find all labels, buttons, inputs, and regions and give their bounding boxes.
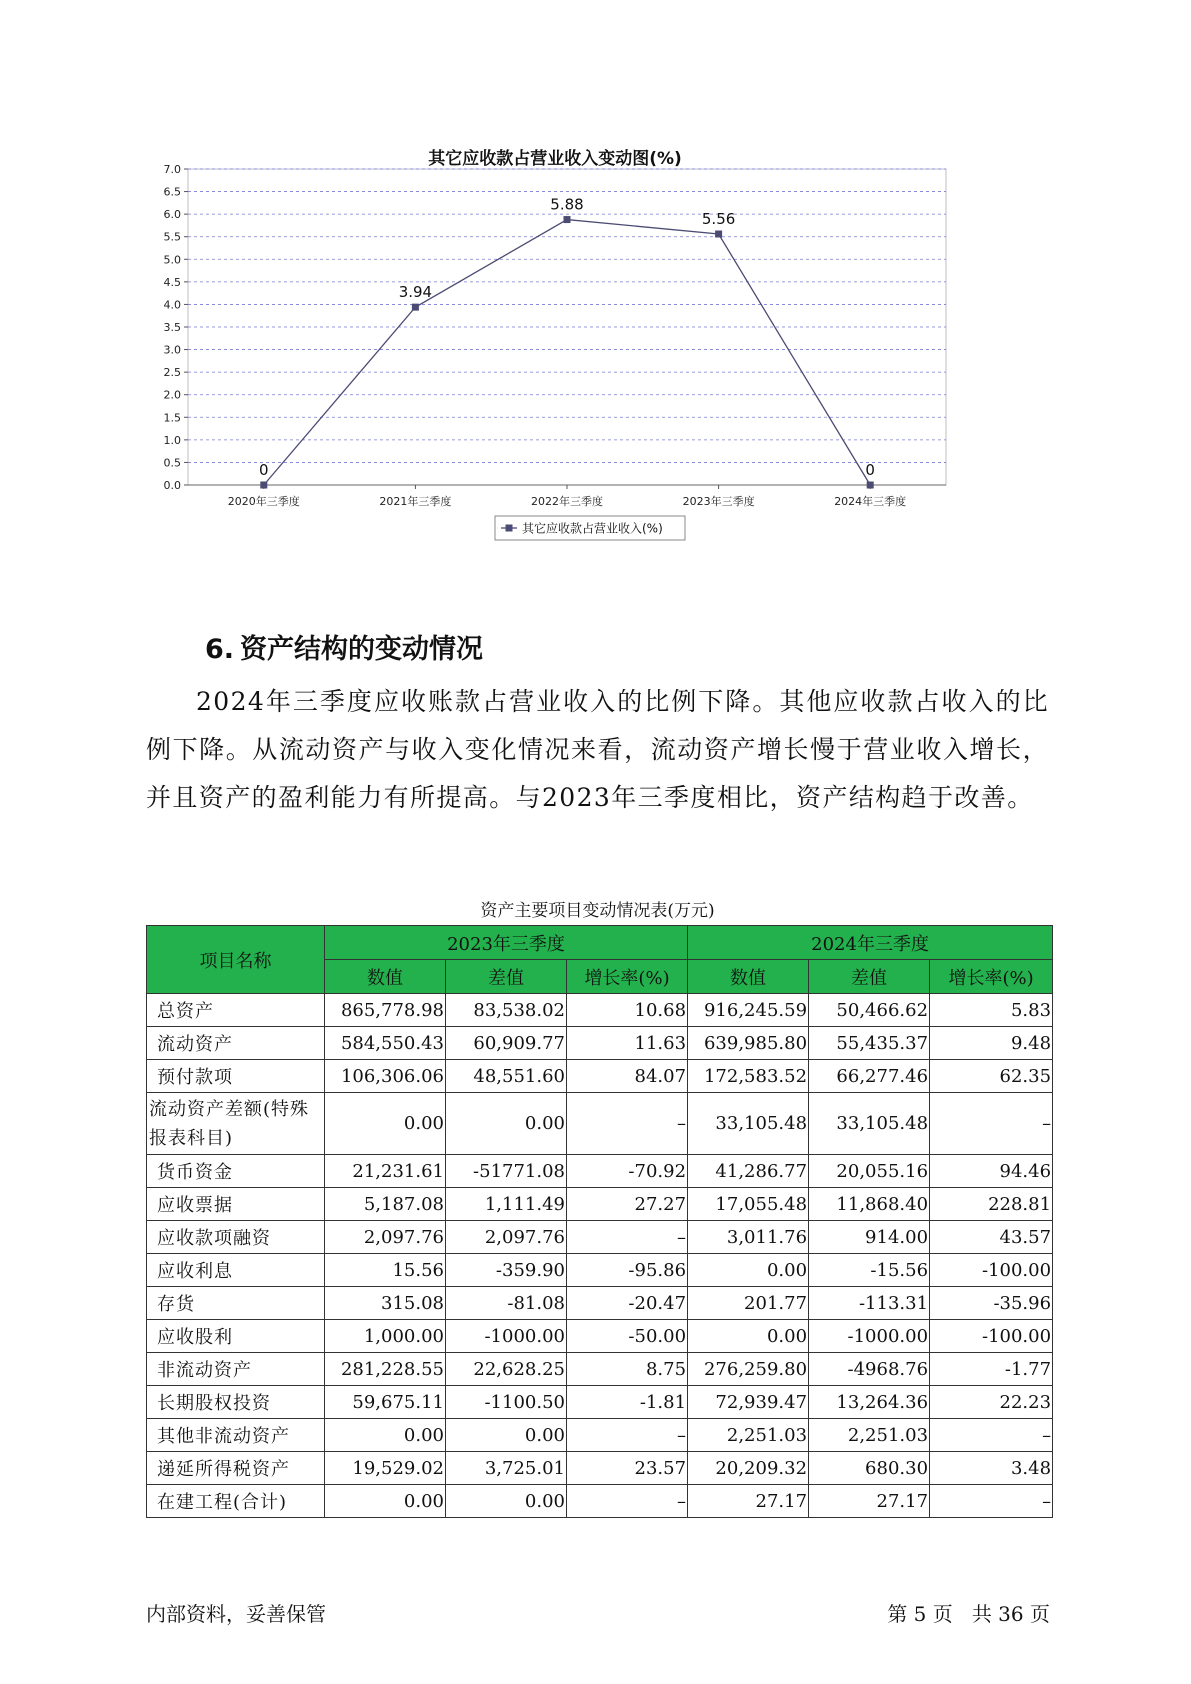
table-cell: – [930, 1419, 1053, 1452]
table-cell: -359.90 [446, 1254, 567, 1287]
col-header-item-name: 项目名称 [147, 926, 325, 994]
data-label: 0 [259, 461, 269, 479]
x-tick-label: 2023年三季度 [682, 495, 755, 508]
table-cell: 33,105.48 [688, 1093, 809, 1155]
table-cell: -95.86 [567, 1254, 688, 1287]
table-cell: 48,551.60 [446, 1060, 567, 1093]
y-tick-label: 4.5 [163, 275, 181, 289]
row-item-name: 递延所得税资产 [147, 1452, 325, 1485]
table-cell: 2,097.76 [446, 1221, 567, 1254]
table-row [147, 1027, 1053, 1060]
table-cell: 0.00 [688, 1254, 809, 1287]
data-point [867, 482, 874, 489]
table-cell: 0.00 [446, 1419, 567, 1452]
table-cell: -1000.00 [809, 1320, 930, 1353]
table-cell: 62.35 [930, 1060, 1053, 1093]
subheader-diff: 差值 [809, 960, 930, 994]
table-cell: 276,259.80 [688, 1353, 809, 1386]
table-cell: -35.96 [930, 1287, 1053, 1320]
table-cell: 3,725.01 [446, 1452, 567, 1485]
row-item-name: 应收款项融资 [147, 1221, 325, 1254]
y-tick-label: 2.5 [163, 366, 181, 380]
table-cell: 9.48 [930, 1027, 1053, 1060]
table-cell: 228.81 [930, 1188, 1053, 1221]
x-axis [188, 485, 946, 508]
subheader-value: 数值 [325, 960, 446, 994]
table-row [147, 1353, 1053, 1386]
table-cell: 0.00 [446, 1093, 567, 1155]
table-cell: 22,628.25 [446, 1353, 567, 1386]
table-cell: 2,097.76 [325, 1221, 446, 1254]
section-number: 6. [205, 634, 235, 665]
y-tick-label: 4.0 [163, 298, 181, 312]
table-cell: 865,778.98 [325, 994, 446, 1027]
table-cell: -100.00 [930, 1254, 1053, 1287]
table-cell: 23.57 [567, 1452, 688, 1485]
table-cell: 27.17 [809, 1485, 930, 1518]
table-row [147, 1060, 1053, 1093]
y-tick-label: 0.5 [163, 456, 181, 470]
table-cell: 1,000.00 [325, 1320, 446, 1353]
table-row [147, 1221, 1053, 1254]
table-cell: 84.07 [567, 1060, 688, 1093]
table-cell: 22.23 [930, 1386, 1053, 1419]
table-cell: 584,550.43 [325, 1027, 446, 1060]
y-tick-label: 6.0 [163, 208, 181, 222]
table-cell: 13,264.36 [809, 1386, 930, 1419]
table-cell: 1,111.49 [446, 1188, 567, 1221]
table-cell: 0.00 [325, 1419, 446, 1452]
table-cell: 2,251.03 [688, 1419, 809, 1452]
table-cell: 72,939.47 [688, 1386, 809, 1419]
table-cell: 50,466.62 [809, 994, 930, 1027]
table-header-row [147, 926, 1053, 960]
table-caption: 资产主要项目变动情况表(万元) [480, 901, 715, 921]
y-tick-label: 3.0 [163, 343, 181, 357]
table-cell: 11,868.40 [809, 1188, 930, 1221]
y-tick-label: 6.5 [163, 185, 181, 199]
row-item-name: 货币资金 [147, 1155, 325, 1188]
table-cell: 315.08 [325, 1287, 446, 1320]
table-row [147, 1188, 1053, 1221]
table-cell: 11.63 [567, 1027, 688, 1060]
table-cell: -113.31 [809, 1287, 930, 1320]
period-header-2023q3: 2023年三季度 [325, 926, 688, 960]
table-cell: -70.92 [567, 1155, 688, 1188]
table-cell: 2,251.03 [809, 1419, 930, 1452]
table-row [147, 1155, 1053, 1188]
table-row [147, 1485, 1053, 1518]
row-item-name: 长期股权投资 [147, 1386, 325, 1419]
table-cell: 59,675.11 [325, 1386, 446, 1419]
table-cell: 0.00 [446, 1485, 567, 1518]
section-heading [205, 627, 483, 666]
table-cell: 0.00 [688, 1320, 809, 1353]
subheader-growth: 增长率(%) [567, 960, 688, 994]
row-item-name: 流动资产差额(特殊报表科目) [147, 1093, 325, 1155]
table-cell: 0.00 [325, 1485, 446, 1518]
data-label: 0 [865, 461, 875, 479]
table-cell: 10.68 [567, 994, 688, 1027]
table-cell: – [567, 1485, 688, 1518]
y-tick-label: 5.0 [163, 253, 181, 267]
table-cell: 27.27 [567, 1188, 688, 1221]
table-cell: 106,306.06 [325, 1060, 446, 1093]
table-cell: 60,909.77 [446, 1027, 567, 1060]
table-cell: – [567, 1419, 688, 1452]
table-cell: 639,985.80 [688, 1027, 809, 1060]
table-cell: -1100.50 [446, 1386, 567, 1419]
row-item-name: 应收股利 [147, 1320, 325, 1353]
subheader-growth: 增长率(%) [930, 960, 1053, 994]
table-cell: 172,583.52 [688, 1060, 809, 1093]
row-item-name: 总资产 [147, 994, 325, 1027]
table-cell: -81.08 [446, 1287, 567, 1320]
footer-confidential-note: 内部资料，妥善保管 [146, 1602, 326, 1626]
row-item-name: 非流动资产 [147, 1353, 325, 1386]
table-cell: 21,231.61 [325, 1155, 446, 1188]
period-header-2024q3: 2024年三季度 [688, 926, 1053, 960]
data-point [260, 482, 267, 489]
row-item-name: 应收利息 [147, 1254, 325, 1287]
table-cell: 5,187.08 [325, 1188, 446, 1221]
table-body [147, 994, 1053, 1518]
y-tick-label: 5.5 [163, 230, 181, 244]
data-label: 3.94 [398, 283, 433, 302]
table-cell: -15.56 [809, 1254, 930, 1287]
table-cell: 17,055.48 [688, 1188, 809, 1221]
table-cell: 41,286.77 [688, 1155, 809, 1188]
row-item-name: 流动资产 [147, 1027, 325, 1060]
subheader-diff: 差值 [446, 960, 567, 994]
y-tick-label: 1.0 [163, 433, 181, 447]
y-axis [164, 163, 189, 492]
table-cell: -51771.08 [446, 1155, 567, 1188]
table-cell: – [567, 1093, 688, 1155]
table-cell: 33,105.48 [809, 1093, 930, 1155]
section-paragraph: 2024年三季度应收账款占营业收入的比例下降。其他应收款占收入的比例下降。从流动资产与收入变化情况来看，流动资产增长慢于营业收入增长，并且资产的盈利能力有所提高。与2023年三季度相比，资产结构趋于改善。 [146, 687, 1049, 812]
table-row [147, 1452, 1053, 1485]
table-cell: 0.00 [325, 1093, 446, 1155]
table-cell: – [567, 1221, 688, 1254]
row-item-name: 在建工程(合计) [147, 1485, 325, 1518]
chart-title: 其它应收款占营业收入变动图(%) [428, 149, 682, 169]
row-item-name: 预付款项 [147, 1060, 325, 1093]
table-row [147, 1254, 1053, 1287]
y-tick-label: 7.0 [163, 163, 181, 176]
table-row [147, 994, 1053, 1027]
y-tick-label: 2.0 [163, 388, 181, 402]
table-cell: 83,538.02 [446, 994, 567, 1027]
table-row [147, 1093, 1053, 1155]
table-cell: -1000.00 [446, 1320, 567, 1353]
data-point [412, 304, 419, 311]
table-cell: 5.83 [930, 994, 1053, 1027]
x-tick-label: 2021年三季度 [379, 495, 452, 508]
row-item-name: 存货 [147, 1287, 325, 1320]
table-cell: -1.77 [930, 1353, 1053, 1386]
data-point [564, 216, 571, 223]
table-cell: -4968.76 [809, 1353, 930, 1386]
table-cell: 20,209.32 [688, 1452, 809, 1485]
table-cell: – [930, 1485, 1053, 1518]
table-cell: – [930, 1093, 1053, 1155]
table-cell: 94.46 [930, 1155, 1053, 1188]
data-label: 5.88 [550, 195, 584, 214]
line-chart [150, 140, 1030, 600]
asset-change-table [146, 925, 1053, 1518]
chart-series [259, 196, 875, 489]
x-tick-label: 2020年三季度 [227, 495, 300, 508]
data-label: 5.56 [701, 210, 736, 229]
table-cell: 15.56 [325, 1254, 446, 1287]
y-tick-label: 3.5 [163, 321, 181, 334]
table-cell: -100.00 [930, 1320, 1053, 1353]
table-cell: 66,277.46 [809, 1060, 930, 1093]
table-cell: 916,245.59 [688, 994, 809, 1027]
footer-page-number: 第 5 页 共 36 页 [887, 1602, 1050, 1626]
legend-swatch-marker [506, 525, 513, 532]
y-tick-label: 1.5 [163, 411, 181, 425]
table-cell: 914.00 [809, 1221, 930, 1254]
section-title: 资产结构的变动情况 [240, 634, 484, 665]
data-point [715, 231, 722, 238]
table-cell: 3,011.76 [688, 1221, 809, 1254]
table-row [147, 1386, 1053, 1419]
table-cell: 8.75 [567, 1353, 688, 1386]
table-cell: -1.81 [567, 1386, 688, 1419]
chart-legend [495, 516, 685, 540]
table-cell: -20.47 [567, 1287, 688, 1320]
x-tick-label: 2022年三季度 [531, 495, 603, 508]
table-row [147, 1419, 1053, 1452]
table-cell: 281,228.55 [325, 1353, 446, 1386]
x-tick-label: 2024年三季度 [834, 495, 907, 508]
table-cell: 20,055.16 [809, 1155, 930, 1188]
row-item-name: 其他非流动资产 [147, 1419, 325, 1452]
table-row [147, 1320, 1053, 1353]
table-cell: 55,435.37 [809, 1027, 930, 1060]
table-cell: 27.17 [688, 1485, 809, 1518]
table-cell: 43.57 [930, 1221, 1053, 1254]
table-cell: 19,529.02 [325, 1452, 446, 1485]
row-item-name: 应收票据 [147, 1188, 325, 1221]
legend-label: 其它应收款占营业收入(%) [522, 521, 663, 536]
table-cell: 201.77 [688, 1287, 809, 1320]
table-cell: 3.48 [930, 1452, 1053, 1485]
y-tick-label: 0.0 [163, 479, 181, 492]
table-cell: -50.00 [567, 1320, 688, 1353]
table-row [147, 1287, 1053, 1320]
subheader-value: 数值 [688, 960, 809, 994]
table-cell: 680.30 [809, 1452, 930, 1485]
